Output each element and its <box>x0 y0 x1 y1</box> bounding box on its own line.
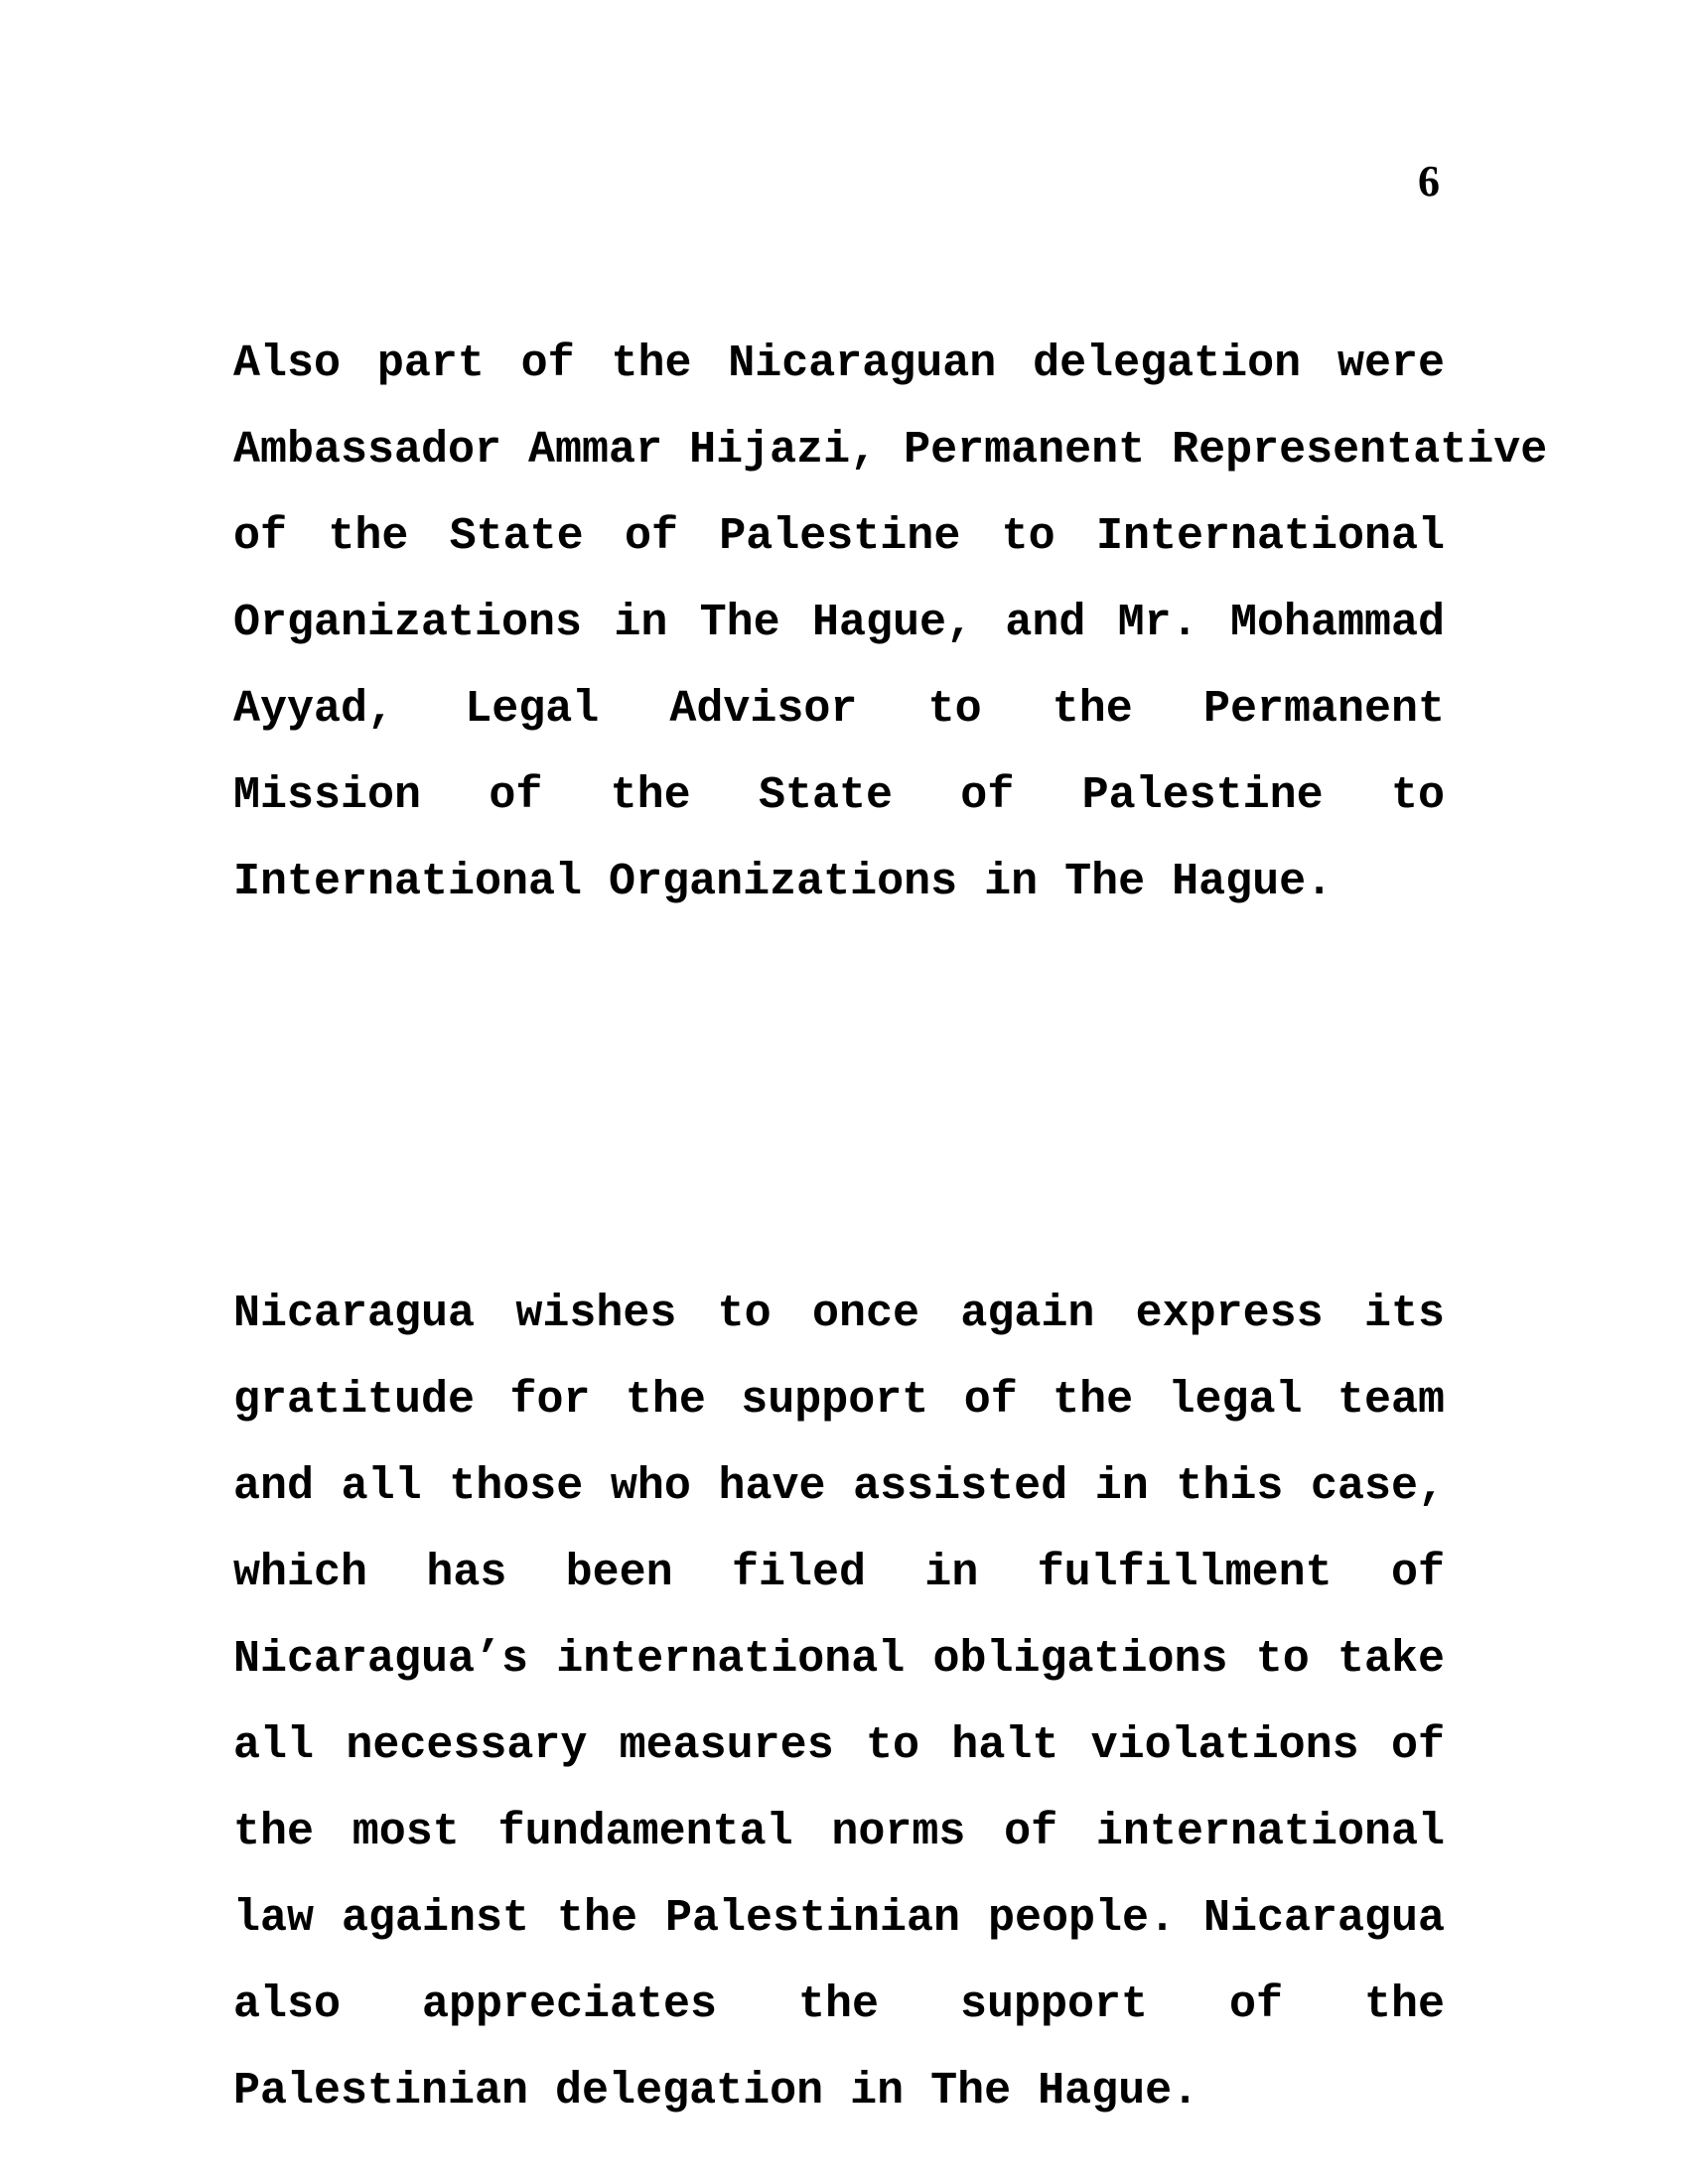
text-line: Nicaragua’s international obligations to take <box>233 1634 1445 1685</box>
text-line: Palestinian delegation in The Hague. <box>233 2066 1199 2116</box>
text-line: and all those who have assisted in this case, <box>233 1461 1445 1512</box>
text-line: International Organizations in The Hague. <box>233 857 1334 907</box>
text-line: which has been filed in fulfillment of <box>233 1548 1445 1598</box>
text-line: Organizations in The Hague, and Mr. Mohammad <box>233 598 1445 648</box>
text-line: gratitude for the support of the legal team <box>233 1375 1445 1426</box>
text-line: the most fundamental norms of international <box>233 1807 1445 1857</box>
text-line: Mission of the State of Palestine to <box>233 770 1445 821</box>
text-line: Ayyad, Legal Advisor to the Permanent <box>233 684 1445 735</box>
text-line: also appreciates the support of the <box>233 1979 1445 2030</box>
text-line: law against the Palestinian people. Nicaragua <box>233 1893 1445 1944</box>
page-number: 6 <box>1418 157 1440 205</box>
text-line: of the State of Palestine to International <box>233 511 1445 562</box>
text-line: Nicaragua wishes to once again express its <box>233 1289 1445 1339</box>
text-line: Ambassador Ammar Hijazi, Permanent Representative <box>233 425 1548 476</box>
paragraph-delegation <box>233 321 1548 925</box>
text-line: Also part of the Nicaraguan delegation were <box>233 339 1445 389</box>
text-line: all necessary measures to halt violations of <box>233 1720 1445 1771</box>
paragraph-gratitude <box>233 1271 1445 2134</box>
